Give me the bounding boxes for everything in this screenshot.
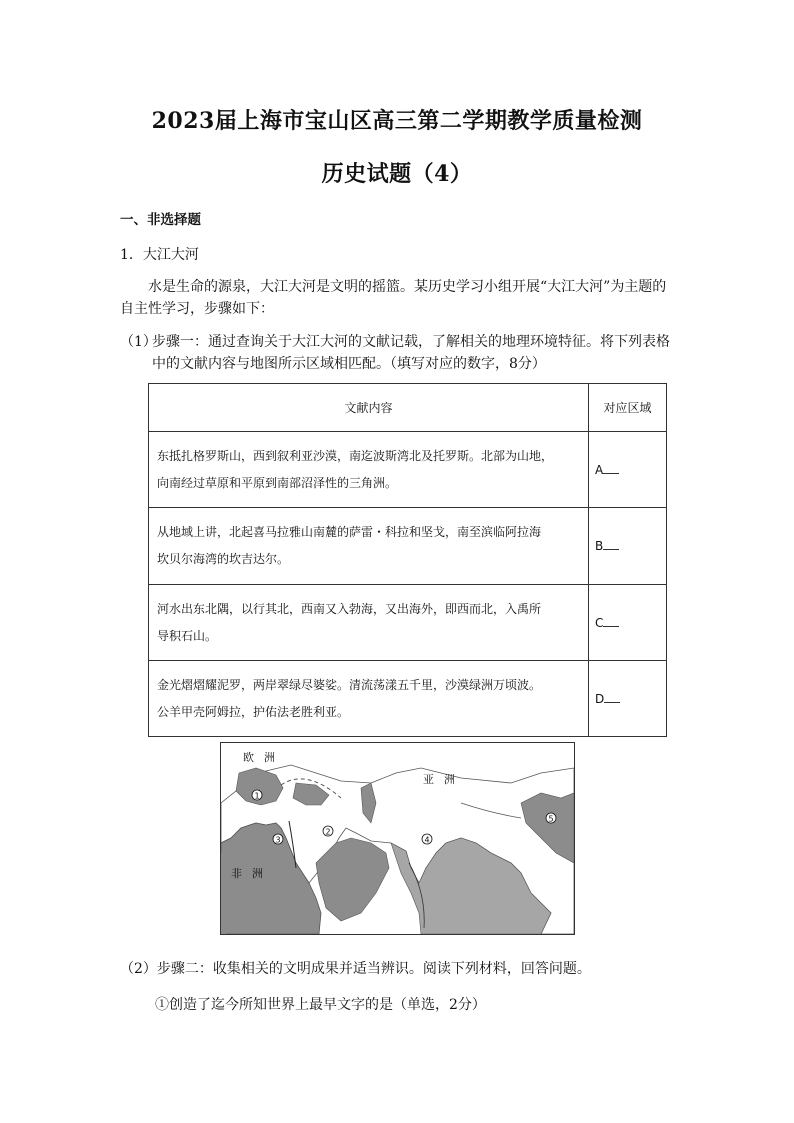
subquestion-1: ①创造了迄今所知世界上最早文字的是（单选，2分） [155, 997, 486, 1013]
literature-table [148, 383, 667, 737]
table-row [149, 585, 667, 661]
marker-1 [252, 790, 262, 801]
svg-text:1: 1 [254, 791, 260, 801]
content-line: 导积石山。 [157, 628, 218, 643]
step2-label: （2） [120, 961, 157, 977]
map-label-asia: 亚洲 [423, 773, 465, 786]
table-cell-content [149, 661, 589, 737]
map-label-africa: 非洲 [231, 867, 273, 880]
answer-blank[interactable] [589, 585, 667, 661]
table-header-content: 文献内容 [149, 384, 589, 432]
content-line: 公羊甲壳阿姆拉，护佑法老胜利亚。 [157, 704, 350, 719]
region-letter: A [595, 462, 604, 477]
map-label-europe: 欧洲 [243, 751, 285, 764]
map-graphic [221, 743, 574, 934]
step1-label: （1） [120, 334, 157, 350]
svg-text:2: 2 [325, 827, 331, 837]
civilization-map [220, 742, 575, 935]
step1-text: 步骤一：通过查询关于大江大河的文献记载，了解相关的地理环境特征。将下列表格中的文献内容与地图所示区域相匹配。（填写对应的数字，8分） [152, 334, 670, 372]
answer-blank[interactable] [589, 661, 667, 737]
content-line: 从地域上讲，北起喜马拉雅山南麓的萨雷・科拉和坚戈，南至滨临阿拉海 [157, 525, 542, 539]
table-row [149, 432, 667, 508]
table-cell-content [149, 508, 589, 585]
blank-line [603, 463, 619, 474]
exam-title: 2023届上海市宝山区高三第二学期教学质量检测 [151, 108, 643, 134]
table-cell-content [149, 432, 589, 508]
exam-subtitle: 历史试题（4） [321, 161, 473, 187]
blank-line [604, 692, 620, 703]
step2-instruction [120, 958, 591, 978]
content-line: 东抵扎格罗斯山，西到叙利亚沙漠，南迄波斯湾北及托罗斯。北部为山地， [157, 448, 554, 463]
table-row [149, 508, 667, 585]
region-letter: B [595, 539, 604, 553]
table-row [149, 661, 667, 737]
svg-text:4: 4 [424, 835, 430, 845]
step1-instruction [120, 331, 680, 375]
marker-4 [422, 834, 432, 845]
table-cell-content [149, 585, 589, 661]
marker-3 [273, 834, 283, 845]
blank-line [603, 616, 619, 627]
table-header-region: 对应区域 [589, 384, 667, 432]
question-heading: 1．大江大河 [120, 247, 199, 263]
svg-text:5: 5 [548, 814, 554, 824]
region-letter: C [595, 615, 604, 630]
answer-blank[interactable] [589, 508, 667, 585]
step2-text: 步骤二：收集相关的文明成果并适当辨识。阅读下列材料，回答问题。 [156, 961, 591, 977]
question-intro: 水是生命的源泉，大江大河是文明的摇篮。某历史学习小组开展“大江大河”为主题的自主性学习，步骤如下： [120, 279, 667, 317]
marker-5 [546, 813, 556, 824]
answer-blank[interactable] [589, 432, 667, 508]
svg-text:3: 3 [275, 835, 281, 845]
blank-line [603, 539, 619, 550]
content-line: 坎贝尔海湾的坎吉达尔。 [157, 552, 290, 566]
content-line: 河水出东北隅，以行其北，西南又入勃海，又出海外，即西而北，入禹所 [157, 601, 542, 616]
region-letter: D [595, 691, 605, 706]
content-line: 向南经过草原和平原到南部沼泽性的三角洲。 [157, 475, 398, 490]
content-line: 金光熠熠耀泥罗，两岸翠绿尽婆娑。清流荡漾五千里，沙漠绿洲万顷波。 [157, 677, 542, 692]
section-heading: 一、非选择题 [120, 212, 201, 228]
marker-2 [323, 826, 333, 837]
